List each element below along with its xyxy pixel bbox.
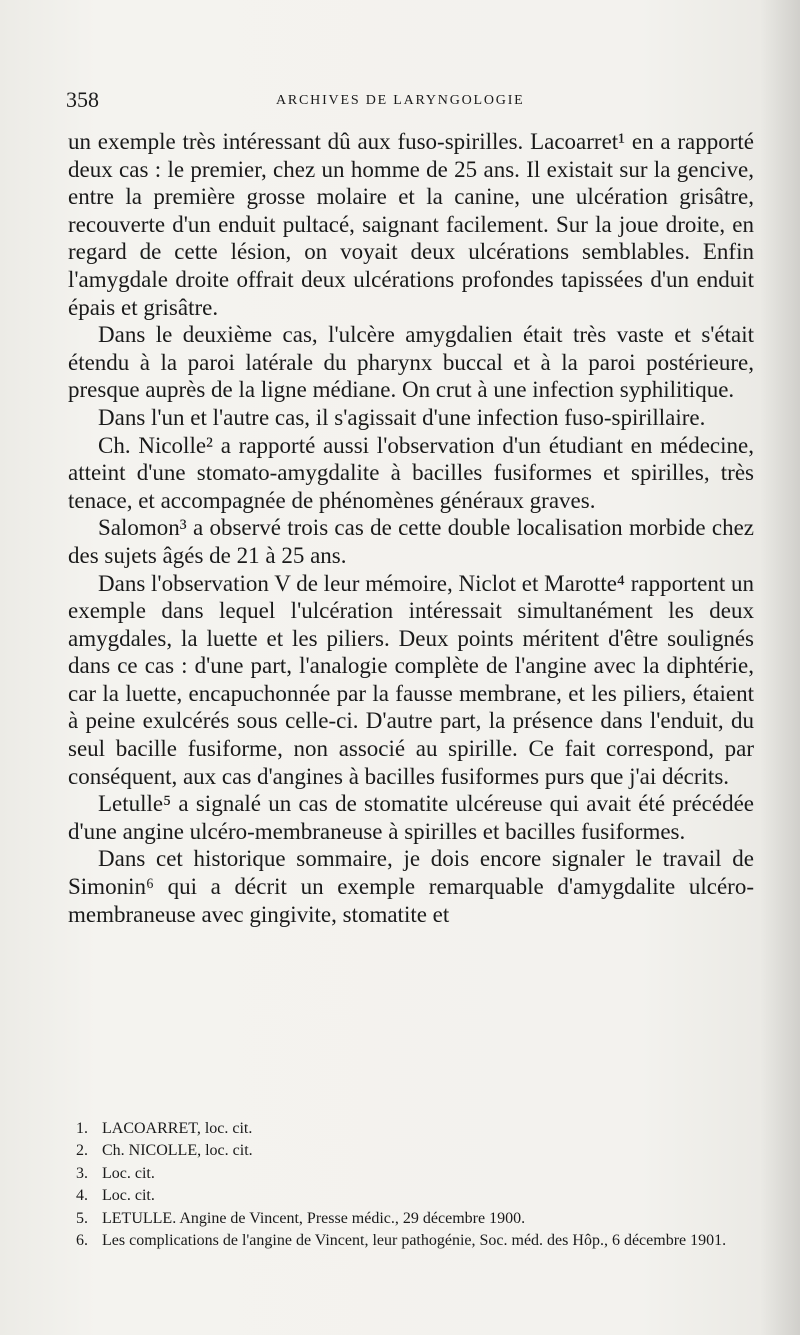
footnote-text: LACOARRET, loc. cit. [102,1120,253,1137]
paragraph: Salomon³ a observé trois cas de cette double localisation morbide chez des sujets âgés de 21 à 25 ans. [68,515,754,568]
footnote-text: LETULLE. Angine de Vincent, Presse médic., 29 décembre 1900. [102,1209,526,1227]
page-shadow [760,0,800,1335]
footnote-text: Loc. cit. [102,1164,155,1182]
paragraph: un exemple très intéressant dû aux fuso-spirilles. Lacoarret¹ en a rapporté deux cas : le premier, chez un homme de 25 ans. Il existait sur la gencive, entre la première grosse molaire et la canine, une ulcération grisâtre, recouverte d'un enduit pultacé, saignant facilement. Sur la joue droite, en regard de cette lésion, on voyait deux ulcérations semblables. Enfin l'amygdale droite offrait deux ulcérations profondes tapissées d'un enduit épais et grisâtre. [68,129,754,320]
footnote-text: Loc. cit. [102,1187,155,1205]
paragraph: Ch. Nicolle² a rapporté aussi l'observation d'un étudiant en médecine, atteint d'une stomato-amygdalite à bacilles fusiformes et spirilles, très tenace, et accompagnée de phénomènes généraux graves. [68,432,754,513]
footnote [76,1163,756,1185]
running-head: ARCHIVES DE LARYNGOLOGIE [276,93,525,108]
paragraph: Dans le deuxième cas, l'ulcère amygdalien était très vaste et s'était étendu à la paroi latérale du pharynx buccal et à la paroi postérieure, presque auprès de la ligne médiane. On crut à une infection syphilitique. [68,322,754,403]
paragraph: Dans cet historique sommaire, je dois encore signaler le travail de Simonin⁶ qui a décrit un exemple remarquable d'amygdalite ulcéro-membraneuse avec gingivite, stomatite et [68,846,754,927]
footnote [76,1185,756,1207]
footnote-number: 2. [76,1142,88,1160]
footnote [76,1118,756,1140]
page-header [66,88,756,112]
footnote-number: 5. [76,1209,88,1227]
body-text [68,128,754,928]
footnote [76,1140,756,1162]
footnote [76,1208,756,1230]
paragraph: Letulle⁵ a signalé un cas de stomatite ulcéreuse qui avait été précédée d'une angine ulcéro-membraneuse à spirilles et bacilles fusiformes. [68,791,754,844]
footnote [76,1230,756,1252]
page-number: 358 [66,87,99,112]
footnote-number: 3. [76,1164,88,1182]
footnote-number: 1. [76,1120,88,1137]
paragraph: Dans l'un et l'autre cas, il s'agissait d'une infection fuso-spirillaire. [98,404,706,430]
footnotes [76,1118,756,1252]
footnote-number: 4. [76,1187,88,1205]
paragraph: Dans l'observation V de leur mémoire, Niclot et Marotte⁴ rapportent un exemple dans lequel l'ulcération intéressait simultanément les deux amygdales, la luette et les piliers. Deux points méritent d'être soulignés dans ce cas : d'une part, l'analogie complète de l'angine avec la diphtérie, car la luette, encapuchonnée par la fausse membrane, et les piliers, étaient à peine exulcérés sous celle-ci. D'autre part, la présence dans l'enduit, du seul bacille fusiforme, non associé au spirille. Ce fait correspond, par conséquent, aux cas d'angines à bacilles fusiformes purs que j'ai décrits. [68,570,754,789]
footnote-number: 6. [76,1232,88,1250]
footnote-text: Les complications de l'angine de Vincent, leur pathogénie, Soc. méd. des Hôp., 6 décembre 1901. [102,1232,727,1250]
footnote-text: Ch. NICOLLE, loc. cit. [102,1142,253,1160]
